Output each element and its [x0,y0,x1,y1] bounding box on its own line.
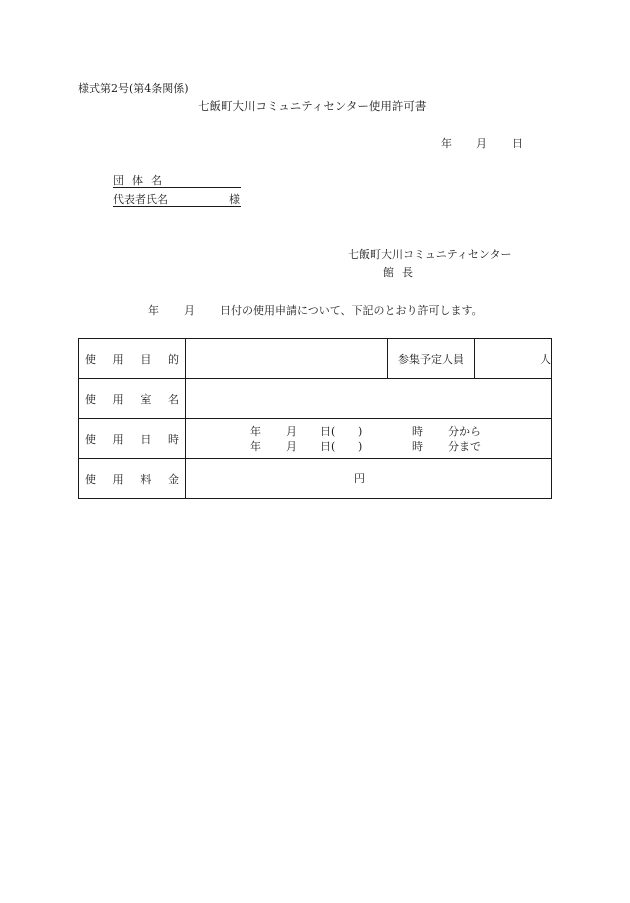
room-row [79,379,552,419]
honorific-label: 様 [229,193,240,206]
room-value-cell[interactable] [186,379,552,419]
fee-row [79,459,552,499]
fee-label-char-4: 金 [167,472,179,486]
fee-value-wrap [186,472,551,486]
datetime-row [79,419,552,459]
from-month: 月 [286,424,297,438]
attendance-unit: 人 [540,352,551,366]
to-month: 月 [286,439,297,453]
representative-underline [113,206,241,207]
form-number: 様式第2号(第4条関係) [78,82,189,95]
group-name-field [113,175,241,187]
purpose-label-char-1: 使 [85,352,96,366]
purpose-value-cell[interactable] [186,339,388,379]
fee-value-cell[interactable] [186,459,552,499]
to-minute-suffix: 分まで [448,439,481,453]
datetime-label-char-2: 用 [112,432,124,446]
date-day-label: 日 [512,137,523,150]
purpose-label-char-3: 目 [140,352,152,366]
to-year: 年 [250,439,261,453]
statement-text: 日付の使用申請について、下記のとおり許可します。 [220,304,483,317]
room-label-char-1: 使 [85,392,96,406]
group-name-underline [113,187,241,188]
representative-label: 代表者氏名 [113,193,168,206]
purpose-label-char-2: 用 [112,352,124,366]
statement-month-label: 月 [184,304,195,317]
to-paren-close: ) [358,439,363,453]
fee-label [79,471,185,487]
fee-label-char-2: 用 [112,472,124,486]
datetime-label-char-4: 時 [167,432,179,446]
room-label-char-3: 室 [140,392,152,406]
purpose-label [79,351,185,367]
to-hour: 時 [412,439,423,453]
fee-unit: 円 [354,471,365,485]
room-label-cell [79,379,186,419]
purpose-row [79,339,552,379]
representative-field [113,194,241,206]
issuer-title: 館長 [383,266,421,279]
datetime-value-cell[interactable] [186,419,552,459]
fee-label-cell [79,459,186,499]
from-paren-close: ) [358,424,363,438]
from-hour: 時 [412,424,423,438]
datetime-label-char-1: 使 [85,432,96,446]
datetime-label [79,431,185,447]
from-year: 年 [250,424,261,438]
issuer-center-name: 七飯町大川コミュニティセンター [348,248,512,261]
attendance-label: 参集予定人員 [388,339,475,379]
room-label [79,391,185,407]
purpose-label-char-4: 的 [167,352,179,366]
fee-label-char-3: 料 [140,472,152,486]
statement-year-label: 年 [148,304,159,317]
from-minute-suffix: 分から [448,424,481,438]
fee-label-char-1: 使 [85,472,96,486]
permit-table [78,338,552,499]
document-title: 七飯町大川コミュニティセンター使用許可書 [198,99,427,113]
from-day: 日( [320,424,336,438]
purpose-label-cell [79,339,186,379]
datetime-label-char-3: 日 [140,432,152,446]
room-label-char-4: 名 [167,392,179,406]
room-label-char-2: 用 [112,392,124,406]
date-month-label: 月 [476,137,487,150]
date-year-label: 年 [441,137,452,150]
datetime-label-cell [79,419,186,459]
to-day: 日( [320,439,336,453]
attendance-value-cell[interactable] [475,339,552,379]
group-name-label: 団体名 [113,174,170,187]
datetime-lines [186,424,551,454]
